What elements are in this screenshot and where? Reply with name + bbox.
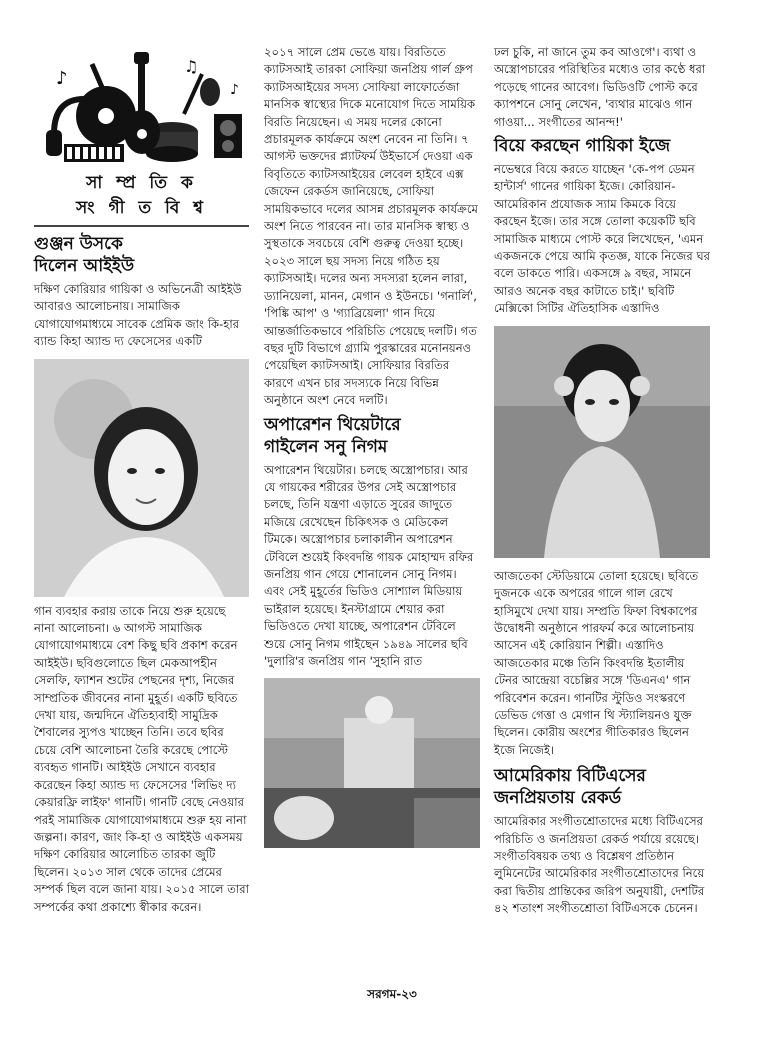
headline-bts-1: আমেরিকায় বিটিএসের [494,766,646,787]
article-sonu-continued: ঢল চুকি, না জানে তুম কব আওগে'। ব্যথা ও অস্ত্রোপচারের পরিস্থিতির মধ্যেও তার কণ্ঠে ধরা পড়েছে গানের আবেগ। ভিডিওটি পোস্ট করে ক্যাপশনে সোনু লেখেন, 'ব্যথার মাঝেও গান গাওয়া... সংগীতের আনন্দ!' [494,45,706,129]
section-title-line1: সা ম্প্র তি ক [86,173,197,193]
column-middle [264,44,480,848]
svg-text:♫: ♫ [184,57,199,76]
photo-ejae [494,326,710,558]
headline-ejae: বিয়ে করছেন গায়িকা ইজে [494,136,671,157]
music-instruments-logo [34,44,249,169]
headline-bts-2: জনপ্রিয়তায় রেকর্ড [494,788,622,809]
article-iu-para1: দক্ষিণ কোরিয়ার গায়িকা ও অভিনেত্রী আইইউ আবারও আলোচনায়। সামাজিক যোগাযোগমাধ্যমে সাবেক প্রেমিক জাং কি-হার ব্যান্ড কিহা অ্যান্ড দ্য ফেসেসের একটি [34,282,242,349]
headline-iu-1: গুঞ্জন উসকে [34,234,123,254]
article-ejae-para2: নভেম্বরে বিয়ে করতে যাচ্ছেন 'কে-পপ ডেমন হান্টার্স' গানের গায়িকা ইজে। কোরিয়ান-আমেরিকান প্রযোজক স্যাম কিমকে বিয়ে করছেন ইজে। তার সঙ্গে তোলা কয়েকটি ছবি সামাজিক মাধ্যমে পোস্ট করে লিখেছেন, 'এমন একজনকে পেয়ে আমি কৃতজ্ঞ, যাকে নিজের ঘর বলে ডাকতে পারি। একসঙ্গে ৯ বছর, সামনে আরও অনেক বছর কাটাতে চাই।' ছবিটি মেক্সিকো সিটির ঐতিহাসিক এস্তাদিও [494,162,711,316]
music-instruments-icon [34,44,249,169]
article-iu-para2: গান ব্যবহার করায় তাকে নিয়ে শুরু হয়েছে নানা আলোচনা। ৬ আগস্ট সামাজিক যোগাযোগমাধ্যমে বেশ কিছু ছবি প্রকাশ করেন আইইউ। ছবিগুলোতে ছিল মেকআপহীন সেলফি, ফ্যাশন শুটের পেছনের দৃশ্য, নিজের সাম্প্রতিক জীবনের নানা মুহূর্ত। একটি ছবিতে দেখা যায়, জন্মদিনে ঐতিহ্যবাহী সামুদ্রিক শৈবালের স্যুপও খাচ্ছেন তিনি। তবে ছবির চেয়ে বেশি আলোচনা তৈরি করেছে পোস্টে ব্যবহৃত গানটি। আইইউ সেখানে ব্যবহার করেছেন কিহা অ্যান্ড দ্য ফেসেসের 'লিভিং দ্য কেয়ারফ্রি লাইফ' গানটি। গানটি বেছে নেওয়ার পরই সামাজিক যোগাযোগমাধ্যমে শুরু হয় নানা জল্পনা। কারণ, জাং কি-হা ও আইইউ একসময় দক্ষিণ কোরিয়ার আলোচিত তারকা জুটি ছিলেন। ২০১৩ সাল থেকে তাদের প্রেমের সম্পর্ক ছিল বলে জানা যায়। ২০১৫ সালে তারা সম্পর্কের কথা প্রকাশ্যে স্বীকার করেন। [34,603,250,914]
article-sonu-para1: অপারেশন থিয়েটার। চলছে অস্ত্রোপচার। আর যে গায়কের শরীরের উপর সেই অস্ত্রোপচার চলছে, তিনি যন্ত্রণা এড়াতে সুরের জাদুতে মজিয়ে রেখেছেন চিকিৎসক ও মেডিকেল টিমকে। অস্ত্রোপচার চলাকালীন অপারেশন টেবিলে শুয়েই কিংবদন্তি গায়ক মোহাম্মদ রফির জনপ্রিয় গান গেয়ে শোনালেন সোনু নিগম। এবং সেই মুহূর্তের ভিডিও সোশ্যাল মিডিয়ায় ভাইরাল হয়েছে। ইনস্টাগ্রামে শেয়ার করা ভিডিওতে দেখা যাচ্ছে, অপারেশন টেবিলে শুয়ে সোনু নিগম গাইছেন ১৯৪৯ সালের ছবি 'দুলারি'র জনপ্রিয় গান 'সুহানি রাত [264,462,474,668]
divider [34,225,249,227]
photo-sonu-surgery [264,678,480,848]
article-katseye-para1: ২০১৭ সালে প্রেম ভেঙে যায়। বিরতিতে ক্যাটসআই তারকা সোফিয়া জনপ্রিয় গার্ল গ্রুপ ক্যাটসআইয়ের সদস্য সোফিয়া লাফোর্তেজা মানসিক স্বাস্থ্যের দিকে মনোযোগ দিতে সাময়িক বিরতি নিয়েছেন। এ সময় দলের কোনো প্রচারমূলক কার্যক্রমে অংশ নেবেন না তিনি। ৭ আগস্ট ভক্তদের প্ল্যাটফর্ম উইভার্সে দেওয়া এক বিবৃতিতে ক্যাটসআইয়ের লেবেল হাইবে এক্স জেফেন রেকর্ডস জানিয়েছে, সোফিয়া সাময়িকভাবে দলের আসন্ন প্রচারমূলক কার্যক্রমে অংশ নিতে পারবেন না। তার মানসিক স্বাস্থ্য ও সুস্থতাকে সবচেয়ে বেশি গুরুত্ব দেওয়া হচ্ছে। ২০২৩ সালে ছয় সদস্য নিয়ে গঠিত হয় ক্যাটসআই। দলের অন্য সদস্যরা হলেন লারা, ড্যানিয়েলা, মানন, মেগান ও ইউনচে। 'গনার্লি', 'পিঙ্কি আপ' ও 'গ্যাব্রিয়েলা' গান দিয়ে আন্তর্জাতিকভাবে পরিচিতি পেয়েছে দলটি। গত বছর দুটি বিভাগে গ্র্যামি পুরস্কারের মনোনয়নও পেয়েছিল ক্যাটসআই। সোফিয়ার বিরতির কারণে এখন চার সদস্যকে নিয়ে বিভিন্ন অনুষ্ঠানে অংশ নেবে দলটি। [264,45,478,408]
article-ejae-para3: আজতেকা স্টেডিয়ামে তোলা হয়েছে। ছবিতে দুজনকে একে অপরের গালে গাল রেখে হাসিমুখে দেখা যায়। সম্প্রতি ফিফা বিশ্বকাপের উদ্বোধনী অনুষ্ঠানে পারফর্ম করে আলোচনায় আসেন এই কোরিয়ান শিল্পী। এস্তাদিও আজতেকার মঞ্চে তিনি কিংবদন্তি ইতালীয় টেনর আন্দ্রেয়া বচেল্লির সঙ্গে 'ডিএনএ' গান পরিবেশন করেন। গানটির স্টুডিও সংস্করণে ডেভিড গেত্তা ও মেগান থি স্ট্যালিয়নও যুক্ত ছিলেন। কোরীয় অংশের গীতিকারও ছিলেন ইজে নিজেই। [494,568,699,757]
column-left [34,44,249,916]
section-title-line2: সং গী ত বি শ্ব [75,198,207,218]
photo-iu [34,359,249,597]
article-bts-para1: আমেরিকার সংগীতশ্রোতাদের মধ্যে বিটিএসের পরিচিতি ও জনপ্রিয়তা রেকর্ড পর্যায়ে রয়েছে। সংগীতবিষয়ক তথ্য ও বিশ্লেষণ প্রতিষ্ঠান লুমিনেটের আমেরিকার সংগীতশ্রোতাদের নিয়ে করা দ্বিতীয় প্রান্তিকের জরিপ অনুযায়ী, দেশটির ৪২ শতাংশ সংগীতশ্রোতা বিটিএসকে চেনেন। [494,814,705,916]
headline-sonu-1: অপারেশন থিয়েটারে [264,414,401,435]
column-right [494,44,712,918]
headline-sonu-2: গাইলেন সনু নিগম [264,436,388,457]
headline-iu-2: দিলেন আইইউ [34,256,135,276]
page-footer: সরগম-২৩ [367,987,417,1001]
svg-text:♪: ♪ [56,68,68,89]
svg-text:♪: ♪ [230,82,239,98]
